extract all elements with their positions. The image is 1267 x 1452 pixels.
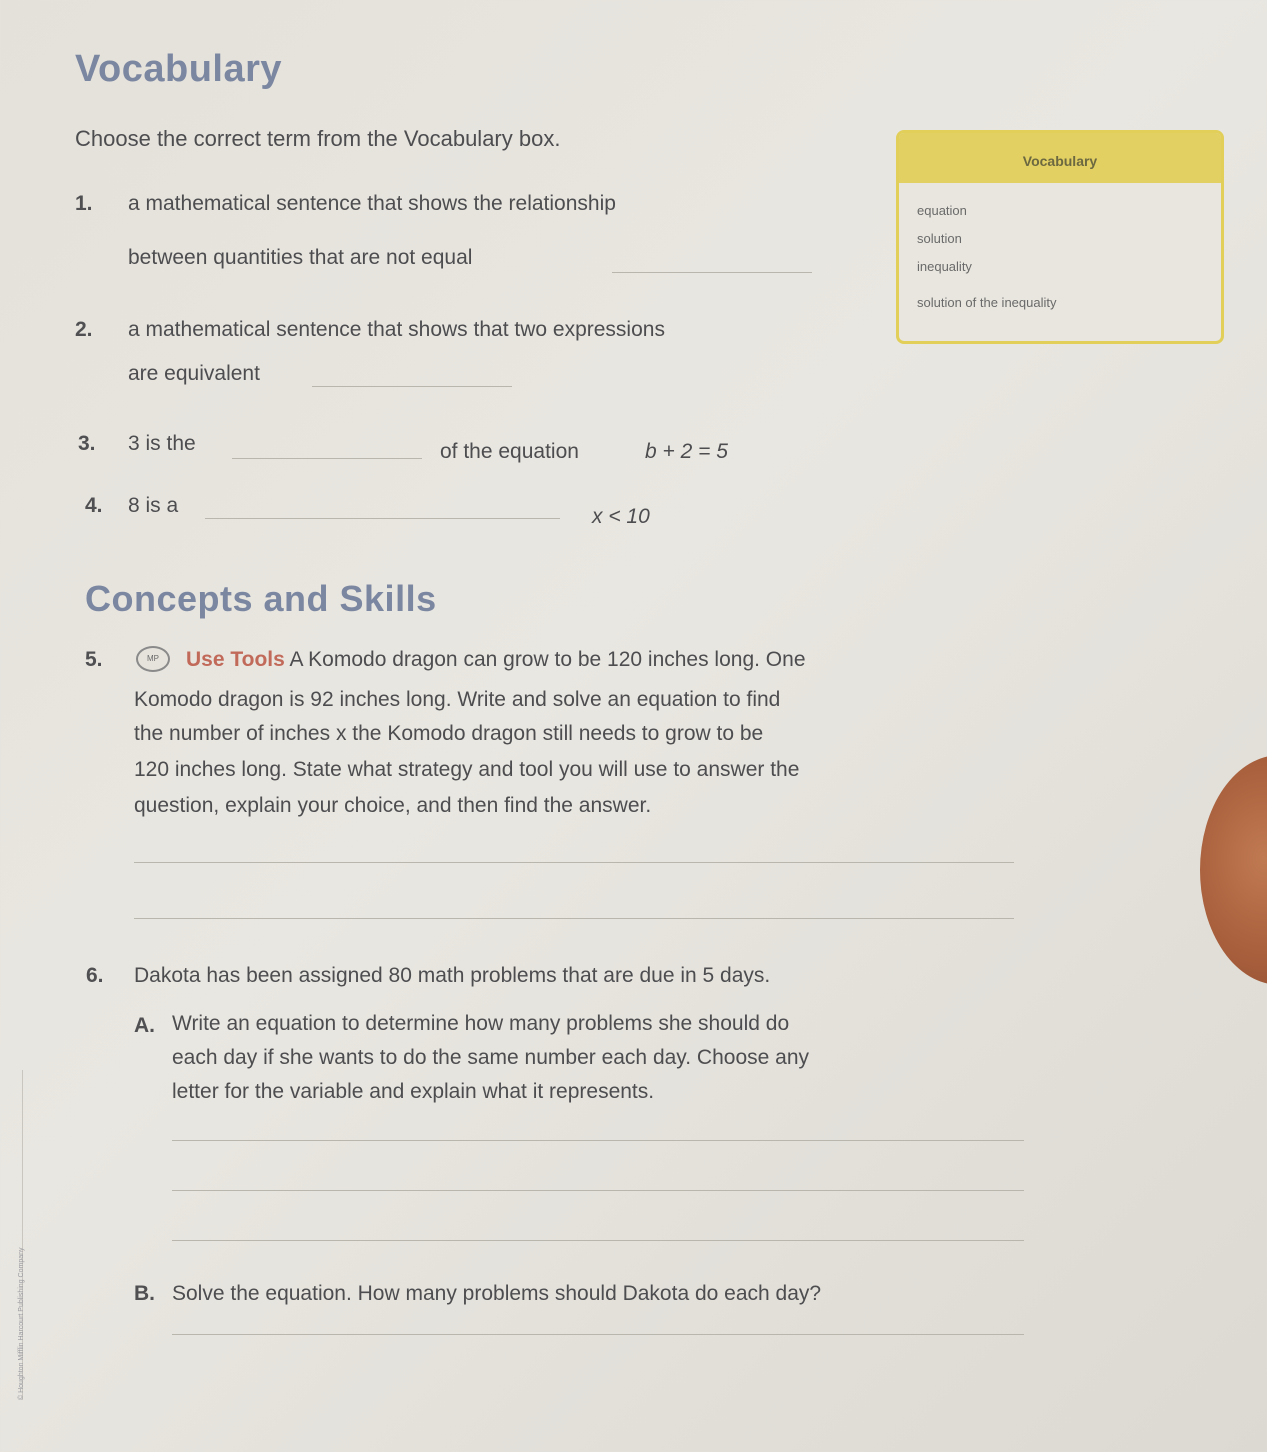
item-2-line2: are equivalent bbox=[128, 362, 260, 385]
item-4-answer-blank[interactable] bbox=[205, 518, 560, 519]
vocabulary-heading: Vocabulary bbox=[75, 48, 283, 90]
item-2-answer-blank[interactable] bbox=[312, 386, 512, 387]
vocab-term-equation: equation bbox=[917, 203, 967, 218]
item-3-equation: b + 2 = 5 bbox=[645, 440, 728, 463]
math-practice-icon: MP bbox=[136, 646, 170, 672]
vocab-term-inequality: inequality bbox=[917, 259, 972, 274]
q5-number: 5. bbox=[85, 648, 103, 671]
vocabulary-box bbox=[896, 130, 1224, 344]
q5-line-1: A Komodo dragon can grow to be 120 inches long. One bbox=[289, 648, 806, 671]
q6a-line-1: Write an equation to determine how many problems she should do bbox=[172, 1012, 790, 1035]
item-3-answer-blank[interactable] bbox=[232, 458, 422, 459]
item-1-line1: a mathematical sentence that shows the relationship bbox=[128, 192, 616, 215]
concepts-heading: Concepts and Skills bbox=[85, 578, 437, 619]
item-4-pre: 8 is a bbox=[128, 494, 179, 517]
q6a-line-3: letter for the variable and explain what it represents. bbox=[172, 1080, 655, 1103]
q5-line-3: the number of inches x the Komodo dragon still needs to grow to be bbox=[134, 722, 764, 745]
use-tools-tag: Use Tools bbox=[186, 648, 285, 671]
item-3-number: 3. bbox=[78, 432, 96, 455]
q5-answer-line-2[interactable] bbox=[134, 918, 1014, 919]
q6a-answer-line-2[interactable] bbox=[172, 1190, 1024, 1191]
q5-first-line bbox=[186, 644, 806, 676]
item-3-pre: 3 is the bbox=[128, 432, 196, 455]
q5-answer-line-1[interactable] bbox=[134, 862, 1014, 863]
copyright-credit: © Houghton Mifflin Harcourt Publishing Company bbox=[18, 1247, 25, 1400]
q6b-label: B. bbox=[134, 1282, 155, 1305]
q5-line-4: 120 inches long. State what strategy and tool you will use to answer the bbox=[134, 758, 800, 781]
q5-line-5: question, explain your choice, and then find the answer. bbox=[134, 794, 652, 817]
q6b-answer-line[interactable] bbox=[172, 1334, 1024, 1335]
q6a-answer-line-3[interactable] bbox=[172, 1240, 1024, 1241]
q6a-line-2: each day if she wants to do the same number each day. Choose any bbox=[172, 1046, 809, 1069]
item-1-answer-blank[interactable] bbox=[612, 272, 812, 273]
q6-number: 6. bbox=[86, 964, 104, 987]
item-2-number: 2. bbox=[75, 318, 93, 341]
item-4-inequality: x < 10 bbox=[592, 505, 650, 528]
q6a-label: A. bbox=[134, 1014, 155, 1037]
vocabulary-box-title: Vocabulary bbox=[899, 133, 1221, 183]
vocabulary-instruction: Choose the correct term from the Vocabulary box. bbox=[75, 126, 561, 151]
q6b-text: Solve the equation. How many problems should Dakota do each day? bbox=[172, 1282, 822, 1305]
vocab-term-solution: solution bbox=[917, 231, 962, 246]
q5-line-2: Komodo dragon is 92 inches long. Write and solve an equation to find bbox=[134, 688, 781, 711]
item-1-number: 1. bbox=[75, 192, 93, 215]
item-3-post: of the equation bbox=[440, 440, 579, 463]
q6a-answer-line-1[interactable] bbox=[172, 1140, 1024, 1141]
finger-photo bbox=[1200, 755, 1267, 985]
item-2-line1: a mathematical sentence that shows that two expressions bbox=[128, 318, 665, 341]
item-1-line2: between quantities that are not equal bbox=[128, 246, 473, 269]
q6-text: Dakota has been assigned 80 math problems that are due in 5 days. bbox=[134, 964, 771, 987]
item-4-number: 4. bbox=[85, 494, 103, 517]
vocab-term-solution-of-inequality: solution of the inequality bbox=[917, 295, 1057, 310]
